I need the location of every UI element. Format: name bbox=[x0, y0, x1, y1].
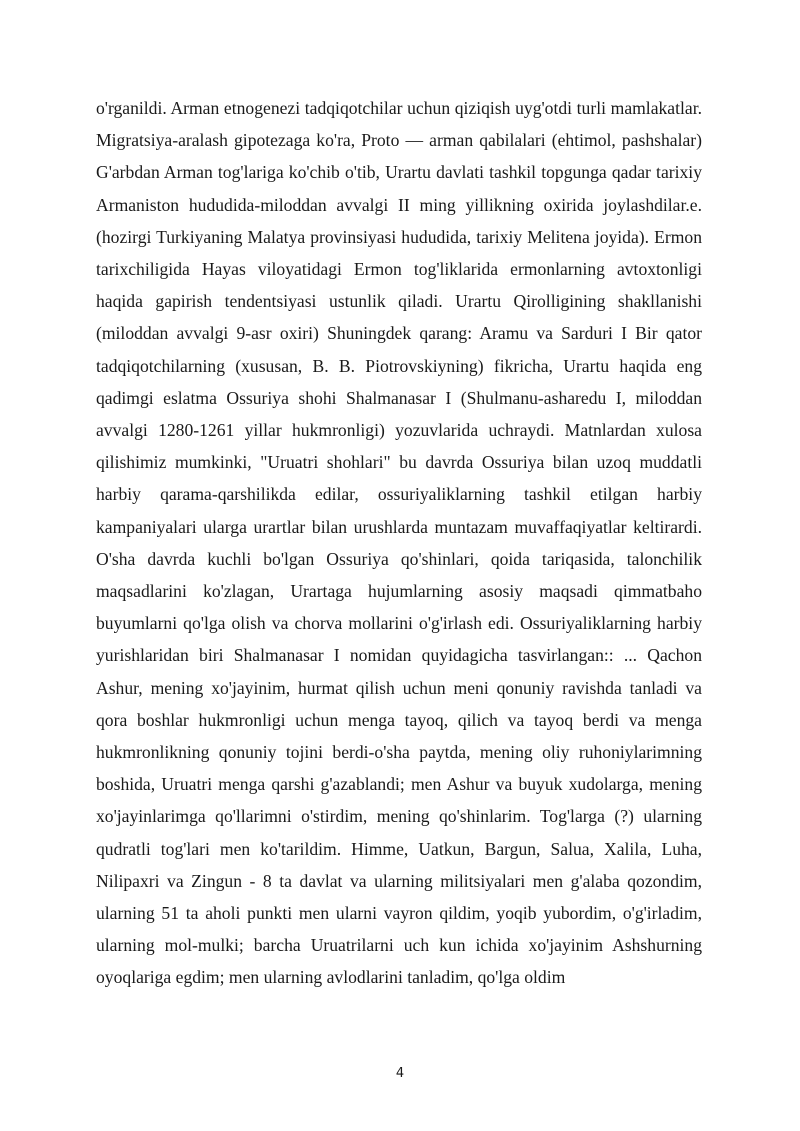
body-paragraph: o'rganildi. Arman etnogenezi tadqiqotchilar uchun qiziqish uyg'otdi turli mamlakatlar. Migratsiya-aralash gipotezaga ko'ra, Proto — arman qabilalari (ehtimol, pashshalar) G'arbdan Arman tog'lariga ko'chib o'tib, Urartu davlati tashkil topgunga qadar tarixiy Armaniston hududida-miloddan avvalgi II ming yillikning oxirida joylashdilar.e. (hozirgi Turkiyaning Malatya provinsiyasi hududida, tarixiy Melitena joyida). Ermon tarixchiligida Hayas viloyatidagi Ermon tog'liklarida ermonlarning avtoxtonligi haqida gapirish tendentsiyasi ustunlik qiladi. Urartu Qirolligining shakllanishi (miloddan avvalgi 9-asr oxiri) Shuningdek qarang: Aramu va Sarduri I Bir qator tadqiqotchilarning (xususan, B. B. Piotrovskiyning) fikricha, Urartu haqida eng qadimgi eslatma Ossuriya shohi Shalmanasar I (Shulmanu-asharedu I, miloddan avvalgi 1280-1261 yillar hukmronligi) yozuvlarida uchraydi. Matnlardan xulosa qilishimiz mumkinki, "Uruatri shohlari" bu davrda Ossuriya bilan uzoq muddatli harbiy qarama-qarshilikda edilar, ossuriyaliklarning tashkil etilgan harbiy kampaniyalari ularga urartlar bilan urushlarda muntazam muvaffaqiyatlar keltirardi. O'sha davrda kuchli bo'lgan Ossuriya qo'shinlari, qoida tariqasida, talonchilik maqsadlarini ko'zlagan, Urartaga hujumlarning asosiy maqsadi qimmatbaho buyumlarni qo'lga olish va chorva mollarini o'g'irlash edi. Ossuriyaliklarning harbiy yurishlaridan biri Shalmanasar I nomidan quyidagicha tasvirlangan:: ... Qachon Ashur, mening xo'jayinim, hurmat qilish uchun meni qonuniy ravishda tanladi va qora boshlar hukmronligi uchun menga tayoq, qilich va tayoq berdi va menga hukmronlikning qonuniy tojini berdi-o'sha paytda, mening oliy ruhoniylarimning boshida, Uruatri menga qarshi g'azablandi; men Ashur va buyuk xudolarga, mening xo'jayinlarimga qo'llarimni o'stirdim, mening qo'shinlarim. Tog'larga (?) ularning qudratli tog'lari men ko'tarildim. Himme, Uatkun, Bargun, Salua, Xalila, Luha, Nilipaxri va Zingun - 8 ta davlat va ularning militsiyalari men g'alaba qozondim, ularning 51 ta aholi punkti men ularni vayron qildim, yoqib yubordim, o'g'irladim, ularning mol-mulki; barcha Uruatrilarni uch kun ichida xo'jayinim Ashshurning oyoqlariga egdim; men ularning avlodlarini tanladim, qo'lga oldim bbox=[96, 98, 702, 988]
page-number: 4 bbox=[395, 1066, 405, 1081]
